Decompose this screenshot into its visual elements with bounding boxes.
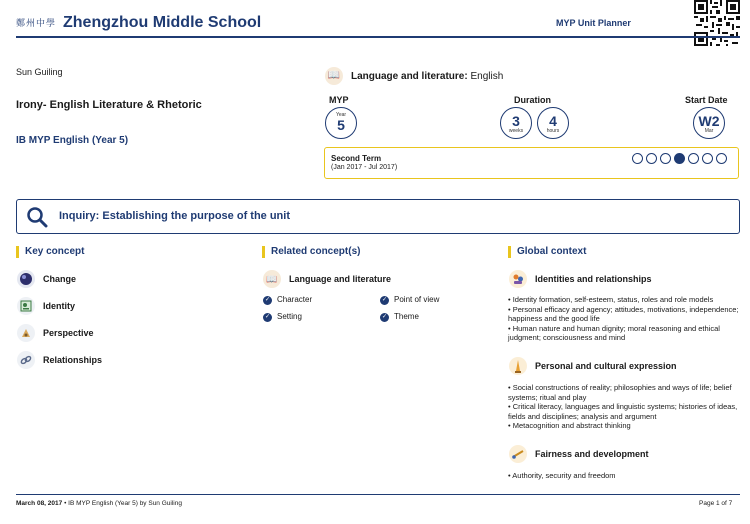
- term-progress-dot: [688, 153, 699, 164]
- subject-label: Language and literature:: [351, 71, 468, 82]
- subject-value: English: [467, 71, 504, 82]
- fairness-icon: [509, 445, 527, 463]
- start-date-label: Start Date: [685, 95, 728, 105]
- key-concept-item: Change: [43, 274, 77, 284]
- header-divider: [16, 36, 740, 38]
- myp-year-caption: Year: [335, 112, 347, 118]
- unit-title: Irony- English Literature & Rhetoric: [16, 99, 202, 111]
- global-context-body: [508, 383, 740, 431]
- search-icon: [26, 206, 48, 228]
- perspective-icon: [17, 324, 35, 342]
- global-context-line: • Authority, security and freedom: [508, 471, 616, 480]
- school-name: Zhengzhou Middle School: [63, 14, 262, 31]
- term-progress-dot: [702, 153, 713, 164]
- teacher-name: Sun Guiling: [16, 67, 63, 77]
- start-month: Mar: [704, 128, 714, 134]
- weeks-value: 3: [512, 113, 520, 129]
- book-icon: 📖: [263, 270, 281, 288]
- page-number: Page 1 of 7: [699, 500, 733, 507]
- related-concept-item: Theme: [394, 312, 419, 321]
- key-concept-item: Relationships: [43, 355, 103, 365]
- key-concept-item: Perspective: [43, 328, 94, 338]
- identities-icon: [509, 270, 527, 288]
- change-icon: [17, 270, 35, 288]
- term-name: Second Term: [331, 154, 382, 163]
- related-concept-item: Setting: [277, 312, 302, 321]
- related-concept-item: Point of view: [394, 295, 440, 304]
- term-progress-dot-active: [674, 153, 685, 164]
- expression-icon: [509, 357, 527, 375]
- footer-info: [16, 500, 182, 507]
- term-progress-dot: [716, 153, 727, 164]
- check-icon: ✓: [381, 314, 388, 320]
- footer-course: • IB MYP English (Year 5) by Sun Guiling: [62, 500, 182, 507]
- global-context-title: Personal and cultural expression: [535, 361, 677, 371]
- book-icon: 📖: [325, 67, 343, 85]
- key-concept-item: Identity: [43, 301, 76, 311]
- key-concept-heading: Key concept: [16, 246, 84, 258]
- related-concepts-heading: Related concept(s): [262, 246, 360, 258]
- duration-label: Duration: [514, 95, 551, 105]
- start-week-value: W2: [698, 113, 720, 129]
- relationships-icon: [17, 351, 35, 369]
- planner-title: MYP Unit Planner: [556, 18, 631, 28]
- course-name: IB MYP English (Year 5): [16, 135, 129, 146]
- global-context-line: • Critical literacy, languages and linguistic systems; histories of ideas, fields and disciplines; analysis and argument: [508, 402, 738, 421]
- myp-year-badge: [325, 107, 357, 139]
- global-context-title: Identities and relationships: [535, 274, 652, 284]
- check-icon: ✓: [264, 297, 271, 303]
- school-logo: 鄭州中學: [16, 19, 57, 29]
- term-dates: (Jan 2017 - Jul 2017): [331, 164, 398, 171]
- subject-line: [351, 71, 503, 82]
- global-context-line: • Human nature and human dignity; moral reasoning and ethical judgment; consciousness and mind: [508, 323, 720, 343]
- duration-hours-badge: [537, 107, 569, 139]
- global-context-line: • Personal efficacy and agency; attitudes, motivations, independence; happiness and the good life: [508, 304, 739, 324]
- identity-icon: [17, 297, 35, 315]
- footer-divider: [16, 494, 740, 495]
- term-progress: [632, 153, 727, 164]
- hours-value: 4: [549, 113, 557, 129]
- weeks-unit: weeks: [508, 128, 524, 134]
- myp-year-value: 5: [337, 117, 345, 133]
- term-progress-dot: [646, 153, 657, 164]
- check-icon: ✓: [264, 314, 271, 320]
- global-context-line: • Metacognition and abstract thinking: [508, 421, 631, 431]
- check-icon: ✓: [381, 297, 388, 303]
- qr-code-icon: [694, 0, 740, 46]
- footer-date: March 08, 2017: [16, 500, 63, 507]
- hours-unit: hours: [546, 128, 560, 134]
- term-progress-dot: [660, 153, 671, 164]
- global-context-title: Fairness and development: [535, 449, 649, 459]
- myp-label: MYP: [329, 95, 349, 105]
- global-context-heading: Global context: [508, 246, 586, 258]
- duration-weeks-badge: [500, 107, 532, 139]
- term-progress-dot: [632, 153, 643, 164]
- global-context-line: • Social constructions of reality; philosophies and ways of life; belief systems; ritual and play: [508, 383, 732, 402]
- global-context-body: [508, 471, 740, 481]
- related-concept-item: Character: [277, 295, 313, 304]
- start-date-badge: [693, 107, 725, 139]
- related-group-title: Language and literature: [289, 274, 392, 284]
- inquiry-title: Inquiry: Establishing the purpose of the unit: [59, 210, 290, 222]
- global-context-line: • Identity formation, self-esteem, status, roles and role models: [508, 295, 714, 304]
- global-context-body: [508, 295, 740, 343]
